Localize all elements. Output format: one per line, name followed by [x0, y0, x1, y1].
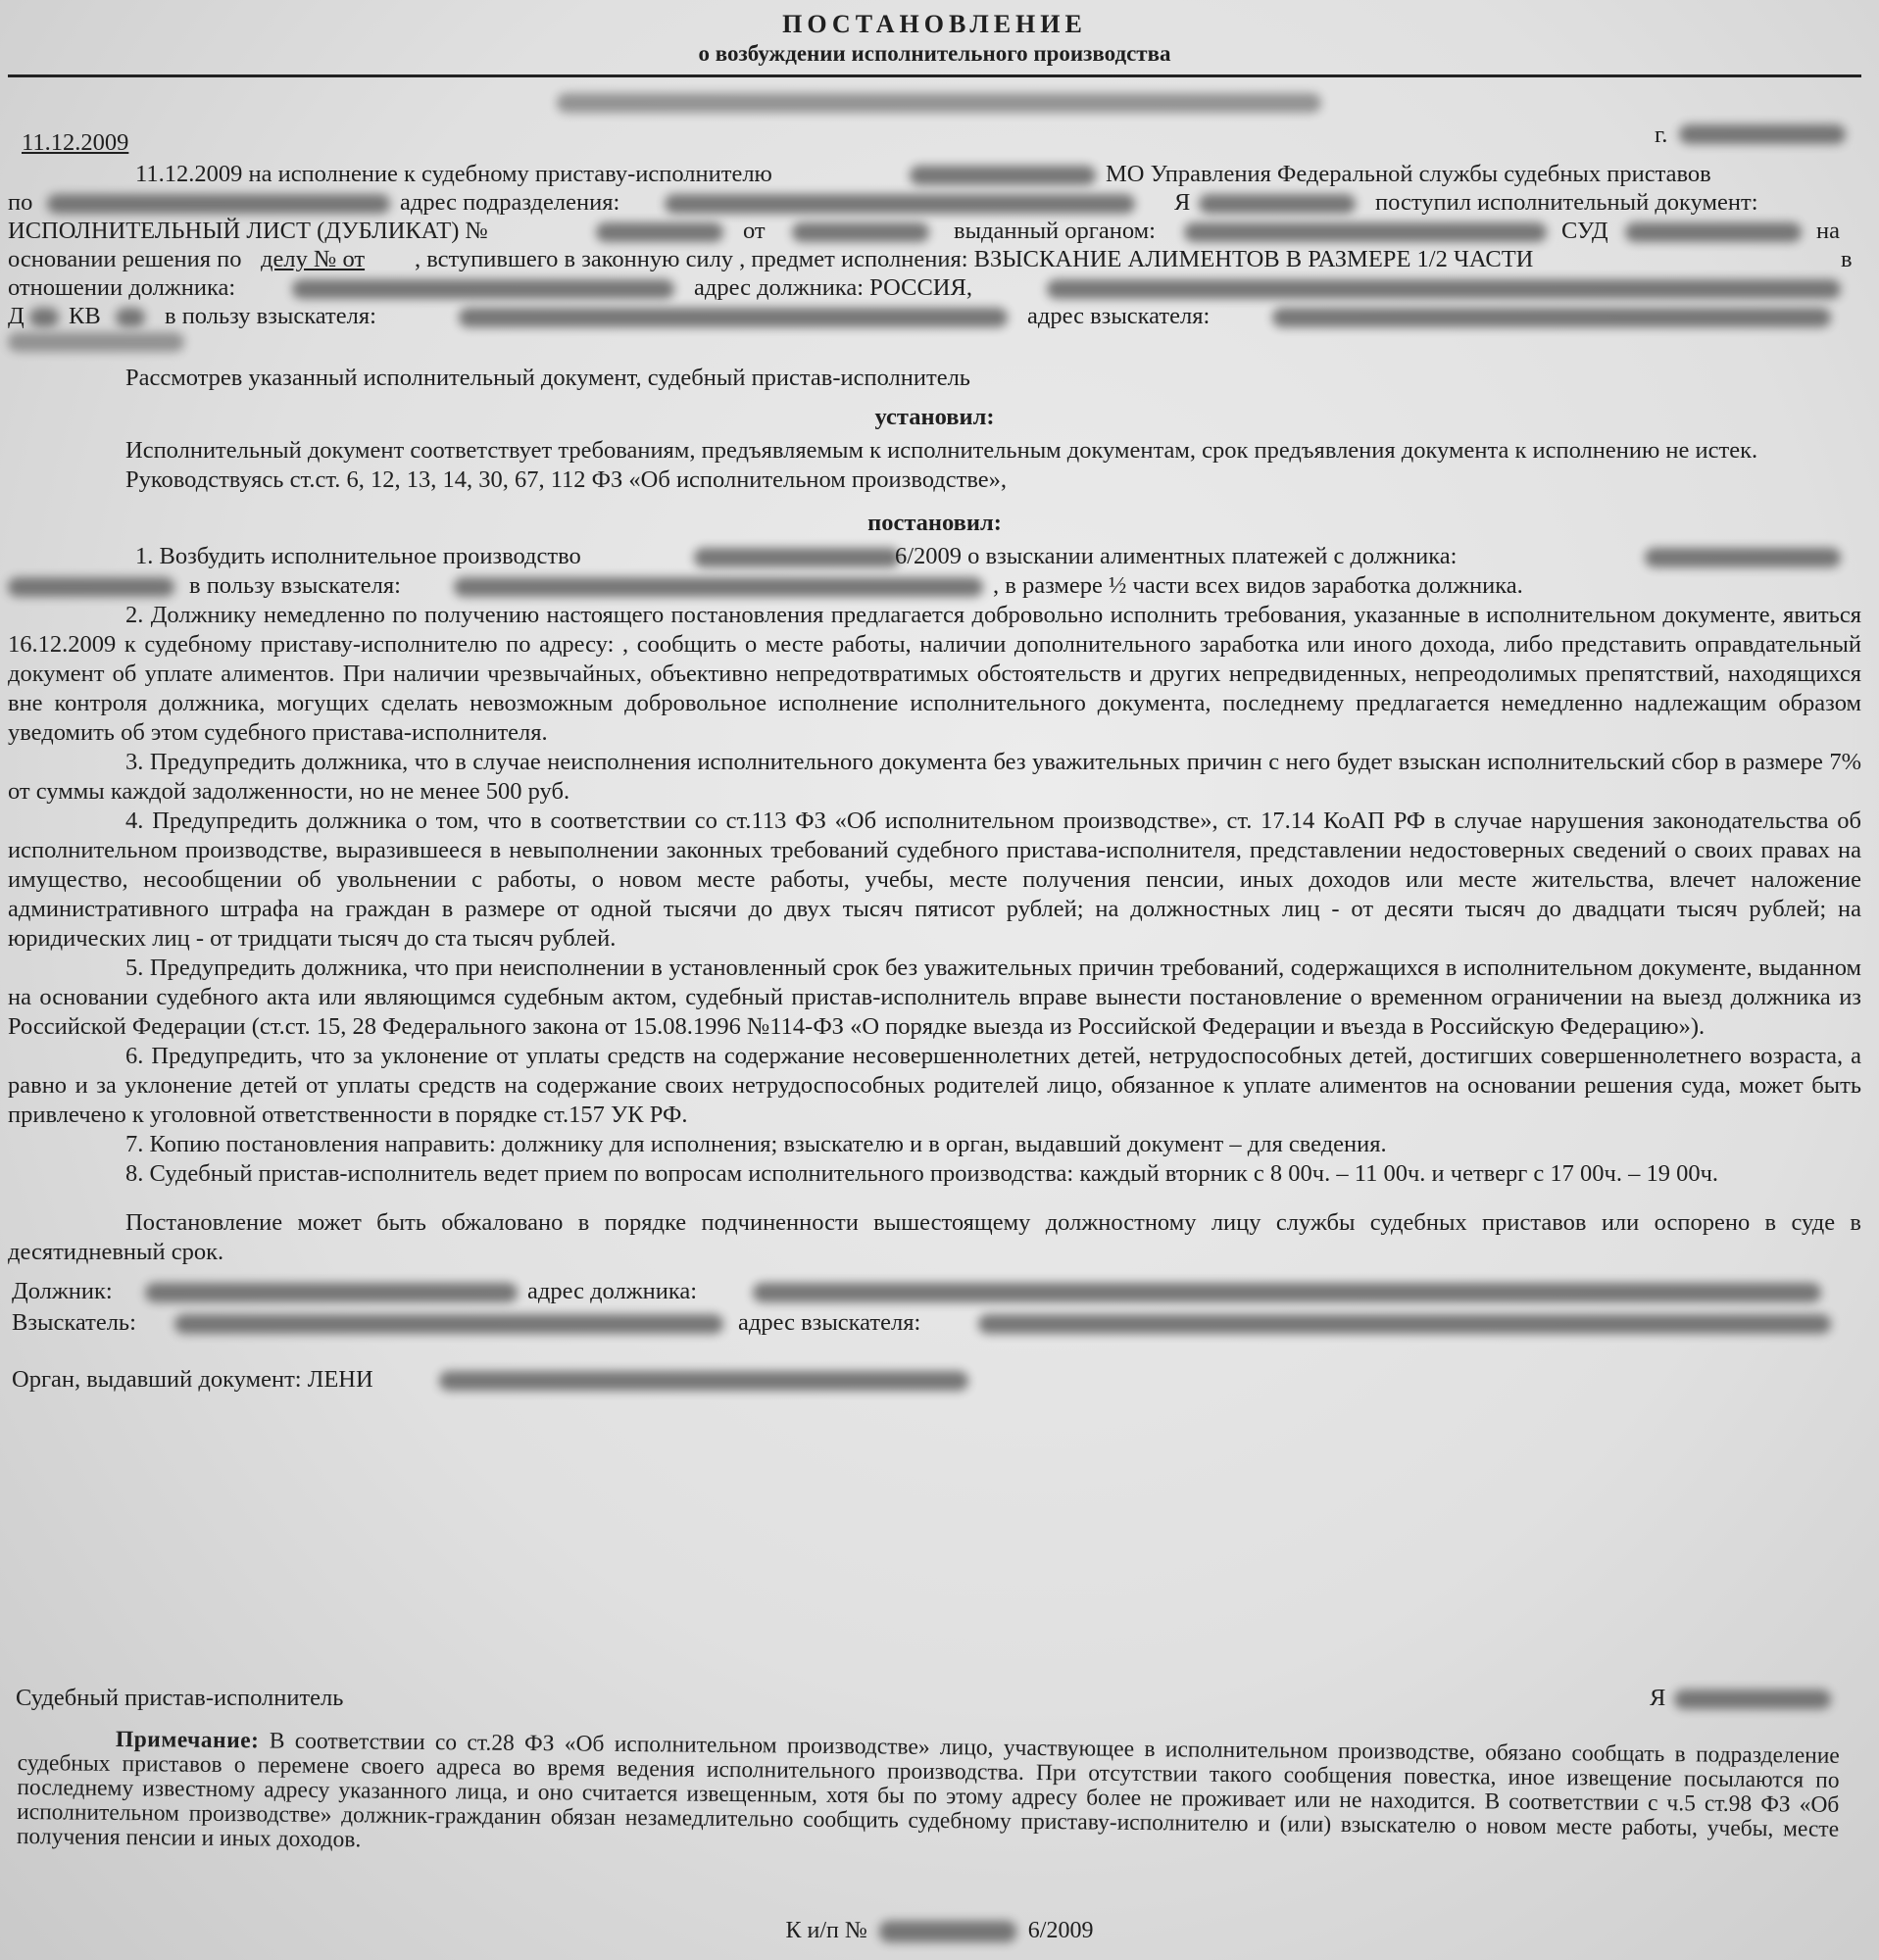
- redacted-block: [1199, 194, 1356, 214]
- redacted-block: [29, 308, 59, 327]
- document-subtitle: о возбуждении исполнительного производства: [698, 41, 1171, 66]
- redacted-block: [596, 222, 723, 242]
- redacted-block: [910, 166, 1096, 185]
- redacted-block: [1625, 222, 1802, 242]
- item3-text: 3. Предупредить должника, что в случае неисполнения исполнительного документа без уважительных причин с него будет взыскан исполнительский сбор в размере 7% от суммы каждой задолженности, но не менее 500 руб.: [8, 749, 1861, 805]
- established-text: Исполнительный документ соответствует требованиям, предъявляемым к исполнительным документам, срок предъявления документа к исполнению не истек.: [125, 437, 1758, 464]
- intro-line3b: от: [743, 218, 766, 244]
- appeal-text: Постановление может быть обжаловано в порядке подчиненности вышестоящему должностному лицу службы судебных приставов или оспорено в суде в десятидневный срок.: [8, 1209, 1861, 1265]
- item4-text: 4. Предупредить должника о том, что в соответствии со ст.113 ФЗ «Об исполнительном производстве», ст. 17.14 КоАП РФ в случае нарушения законодательства об исполнительном производстве, выразившееся в невыполнении законных требований судебного пристава-исполнителя, представлении недостоверных сведений о своих правах на имущество, несообщении об увольнении с работы, о новом месте работы, учебы, месте получения пенсии, иных доходов или месте жительства, влечет наложение административного штрафа на граждан в размере от одной тысячи до двух тысяч пятисот рублей; на должностных лиц - от десяти тысяч до двадцати тысяч рублей; на юридических лиц - от тридцати тысяч до ста тысяч рублей.: [8, 808, 1861, 952]
- intro-line4c: , вступившего в законную силу , предмет исполнения: ВЗЫСКАНИЕ АЛИМЕНТОВ В РАЗМЕРЕ 1/2 ЧАСТИ: [415, 246, 1534, 272]
- intro-line6a: Д: [8, 303, 25, 329]
- intro-line5b: адрес должника: РОССИЯ,: [694, 274, 972, 301]
- guided-text: Руководствуясь ст.ст. 6, 12, 13, 14, 30, 67, 112 ФЗ «Об исполнительном производстве»,: [125, 466, 1007, 493]
- redacted-block: [439, 1371, 968, 1391]
- intro-line1a: 11.12.2009 на исполнение к судебному приставу-исполнителю: [135, 161, 772, 187]
- case-footer: [0, 1916, 1879, 1945]
- item8-text: 8. Судебный пристав-исполнитель ведет прием по вопросам исполнительного производства: каждый вторник с 8 00ч. – 11 00ч. и четверг с 17 00ч. – 19 00ч.: [125, 1160, 1719, 1187]
- intro-line5a: отношении должника:: [8, 274, 236, 301]
- redacted-block: [459, 308, 1008, 327]
- signature-role: Судебный пристав-исполнитель: [16, 1685, 344, 1711]
- note-block: [17, 1727, 1840, 1867]
- item7-text: 7. Копию постановления направить: должнику для исполнения; взыскателю и в орган, выдавший документ – для сведения.: [125, 1131, 1387, 1157]
- claimant-label: Взыскатель:: [12, 1309, 136, 1336]
- item1-c: в пользу взыскателя:: [189, 572, 401, 599]
- debtor-address-label: адрес должника:: [527, 1278, 698, 1304]
- issuer-label: Орган, выдавший документ: ЛЕНИ: [12, 1366, 373, 1393]
- redacted-block: [978, 1314, 1831, 1334]
- redacted-block: [116, 308, 145, 327]
- intro-line2c: Я: [1174, 189, 1191, 216]
- debtor-label: Должник:: [12, 1278, 113, 1304]
- item1-b: 6/2009 о взыскании алиментных платежей с должника:: [895, 543, 1458, 569]
- redacted-block: [557, 93, 1321, 113]
- redacted-block: [1184, 222, 1547, 242]
- item6-text: 6. Предупредить, что за уклонение от уплаты средств на содержание несовершеннолетних детей, нетрудоспособных детей, достигших совершеннолетнего возраста, а равно и за уклонение детей от уплаты средств на содержание своих нетрудоспособных родителей лицо, обязанное к уплате алиментов на основании решения суда, может быть привлечено к уголовной ответственности в порядке ст.157 УК РФ.: [8, 1043, 1861, 1128]
- place-prefix: г.: [1655, 122, 1668, 148]
- intro-line6b: КВ: [69, 303, 101, 329]
- item5-text: 5. Предупредить должника, что при неисполнении в установленный срок без уважительных причин требований, содержащихся в исполнительном документе, выданном на основании судебного акта или являющимся судебным актом, судебный пристав-исполнитель вправе вынести постановление о временном ограничении на выезд должника из Российской Федерации (ст.ст. 15, 28 Федерального закона от 15.08.1996 №114-ФЗ «О порядке выезда из Российской Федерации и въезда в Российскую Федерацию»).: [8, 955, 1861, 1040]
- intro-section: [8, 160, 1861, 354]
- signature-row: [8, 1684, 1860, 1713]
- intro-line4b: делу № от: [261, 246, 366, 272]
- item1-a: 1. Возбудить исполнительное производство: [135, 543, 581, 569]
- signature-initial: Я: [1650, 1685, 1666, 1711]
- redacted-block: [1645, 548, 1841, 567]
- redacted-signature: [1674, 1690, 1831, 1709]
- intro-line6c: в пользу взыскателя:: [165, 303, 376, 329]
- item1-d: , в размере ½ части всех видов заработка должника.: [993, 572, 1523, 599]
- redacted-block: [792, 222, 929, 242]
- redacted-block: [1047, 279, 1841, 299]
- case-suffix: 6/2009: [1027, 1918, 1094, 1943]
- redacted-block: [665, 194, 1135, 214]
- considered-text: Рассмотрев указанный исполнительный документ, судебный пристав-исполнитель: [125, 365, 970, 391]
- intro-line6d: адрес взыскателя:: [1027, 303, 1211, 329]
- intro-line3e: на: [1816, 218, 1840, 244]
- document-title: ПОСТАНОВЛЕНИЕ: [782, 10, 1087, 38]
- established-heading: установил:: [874, 404, 995, 430]
- intro-line3c: выданный органом:: [954, 218, 1156, 244]
- intro-line3d: СУД: [1561, 218, 1608, 244]
- intro-line3a: ИСПОЛНИТЕЛЬНЫЙ ЛИСТ (ДУБЛИКАТ) №: [8, 218, 488, 244]
- redacted-block: [753, 1283, 1821, 1302]
- redacted-place: [1679, 124, 1846, 144]
- redacted-header-line: [8, 83, 1861, 124]
- redacted-block: [174, 1314, 723, 1334]
- intro-line2b: адрес подразделения:: [400, 189, 620, 216]
- redacted-block: [8, 332, 184, 352]
- redacted-block: [145, 1283, 518, 1302]
- redacted-block: [8, 577, 174, 597]
- item2-text: 2. Должнику немедленно по получению настоящего постановления предлагается добровольно исполнить требования, указанные в исполнительном документе, явиться 16.12.2009 к судебному приставу-исполнителю по адресу: , сообщить о месте работы, наличии дополнительного заработка или иного дохода, либо представить оправдательный документ об уплате алиментов. При наличии чрезвычайных, объективно непредотвратимых обстоятельств и других непредвиденных, непреодолимых препятствий, находящихся вне контроля должника, могущих сделать невозможным добровольное исполнение исполнительного документа, последнему предлагается немедленно надлежащим образом уведомить об этом судебного пристава-исполнителя.: [8, 602, 1861, 746]
- resolved-heading: постановил:: [867, 510, 1002, 536]
- redacted-block: [47, 194, 390, 214]
- document-date: 11.12.2009: [22, 129, 129, 156]
- item1-row2: [8, 571, 1861, 601]
- intro-line2d: поступил исполнительный документ:: [1375, 189, 1758, 216]
- note-label: Примечание:: [115, 1726, 260, 1754]
- parties-section: [8, 1277, 1861, 1396]
- redacted-block: [454, 577, 983, 597]
- redacted-block: [1272, 308, 1831, 327]
- body-section: [8, 364, 1861, 1267]
- claimant-address-label: адрес взыскателя:: [738, 1309, 921, 1336]
- redacted-block: [694, 548, 900, 567]
- header-rule: [8, 74, 1861, 77]
- item1-row1: [8, 542, 1861, 571]
- redacted-case-number: [879, 1921, 1016, 1942]
- intro-line4a: основании решения по: [8, 246, 242, 272]
- redacted-block: [292, 279, 674, 299]
- intro-line2a: по: [8, 189, 33, 216]
- note-text: В соответствии со ст.28 ФЗ «Об исполнительном производстве» лицо, участвующее в исполнительном производстве, обязано сообщать в подразделение судебных приставов о перемене своего адреса во время ведения исполнительного производства. При отсутствии такого сообщения повестка, иное извещение посылаются по последнему известному адресу указанного лица, и оно считается извещенным, хотя бы по этому адресу более не проживает или не находится. В соответствии с ч.5 ст.98 ФЗ «Об исполнительном производстве» должник-гражданин обязан незамедлительно сообщить судебному приставу-исполнителю и (или) взыскателю о новом месте работы, учебы, месте получения пенсии и иных доходов.: [16, 1728, 1840, 1853]
- case-prefix: К и/п №: [785, 1918, 867, 1943]
- intro-line1b: МО Управления Федеральной службы судебных приставов: [1106, 161, 1711, 187]
- date-row: [8, 124, 1861, 160]
- intro-line4d: в: [1841, 246, 1853, 272]
